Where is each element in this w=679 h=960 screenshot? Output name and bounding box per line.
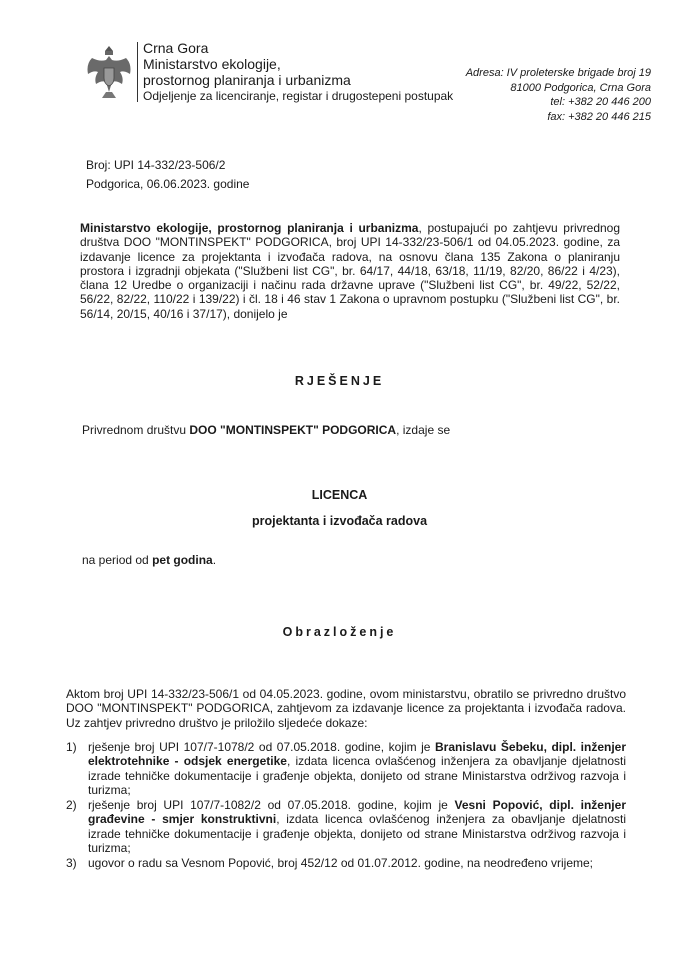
list-item — [66, 740, 626, 797]
list-item-number: 3) — [66, 856, 77, 871]
ministry-name-line1: Ministarstvo ekologije, — [143, 56, 281, 72]
ministry-name-line2: prostornog planiranja i urbanizma — [143, 72, 351, 88]
list-item-bold: Vesni Popović, dipl. inženjer građevine - smjer konstruktivni — [88, 798, 626, 827]
header-divider — [137, 42, 138, 102]
list-item-text: ugovor o radu sa Vesnom Popović, broj 452/12 od 01.07.2012. godine, na neodređeno vrijeme; — [88, 856, 594, 871]
list-item-text: rješenje broj UPI 107/7-1082/2 od 07.05.2018. godine, kojim je — [88, 798, 455, 813]
authority-name: Ministarstvo ekologije, prostornog planiranja i urbanizma — [80, 221, 419, 235]
coat-of-arms-icon — [84, 42, 134, 102]
company-name: DOO "MONTINSPEKT" PODGORICA — [189, 423, 397, 437]
reasoning-paragraph: Aktom broj UPI 14-332/23-506/1 od 04.05.2023. godine, ovom ministarstvu, obratilo se privredno društvo DOO "MONTINSPEKT" PODGORICA, zahtjevom za izdavanje licence za projektanta i izvođača radova. Uz zahtjev privredno društvo je priložilo sljedeće dokaze: — [66, 687, 626, 730]
place-date: Podgorica, 06.06.2023. godine — [86, 177, 250, 191]
list-item — [66, 856, 626, 870]
department-name: Odjeljenje za licenciranje, registar i drugostepeni postupak — [143, 89, 454, 103]
period-suffix: . — [212, 553, 217, 567]
period-prefix: na period od — [82, 553, 153, 567]
contact-info — [466, 66, 651, 124]
list-item-text-after: , izdata licenca ovlašćenog inženjera za obavljanje djelatnosti izrade tehničke dokumentacije i građenje objekta, donijeto od strane Ministarstva održivog razvoja i turizma; — [88, 812, 627, 856]
issue-line — [82, 423, 450, 437]
period-value: pet godina — [152, 553, 213, 567]
country-name: Crna Gora — [143, 40, 209, 56]
licence-title: LICENCA — [311, 488, 368, 502]
intro-text: , postupajući po zahtjevu privrednog društva DOO "MONTINSPEKT" PODGORICA, broj UPI 14-332/23-506/1 od 04.05.2023. godine, za izdavanje licence za projektanta i izvođača radova, na osnovu člana 135 Zakona o planiranju prostora i izgradnji objekata ("Službeni list CG", br. 64/17, 44/18, 63/18, 11/19, 82/20, 86/22 i 4/23), člana 12 Uredbe o organizaciji i načinu rada državne uprave ("Službeni list CG", br. 49/22, 52/22, 56/22, 82/22, 110/22 i 139/22) i čl. 18 i 46 stav 1 Zakona o upravnom postupku ("Službeni list CG", br. 56/14, 20/15, 40/16 i 37/17), donijelo je — [80, 221, 621, 321]
city: 81000 Podgorica, Crna Gora — [510, 81, 651, 94]
evidence-list — [66, 740, 626, 872]
issue-suffix: , izdaje se — [396, 423, 451, 437]
decision-title: RJEŠENJE — [294, 374, 385, 388]
list-item-number: 2) — [66, 798, 77, 813]
ministry-header — [143, 40, 453, 104]
fax: fax: +382 20 446 215 — [547, 110, 651, 123]
list-item-bold: Branislavu Šebeku, dipl. inženjer elektrotehnike - odsjek energetike — [88, 740, 626, 769]
intro-paragraph — [80, 221, 620, 321]
period-line — [82, 553, 216, 567]
licence-subtitle: projektanta i izvođača radova — [251, 514, 428, 528]
address: Adresa: IV proleterske brigade broj 19 — [465, 67, 651, 79]
reference-number: Broj: UPI 14-332/23-506/2 — [86, 158, 226, 172]
reasoning-title: Obrazloženje — [282, 625, 397, 639]
list-item-number: 1) — [66, 740, 77, 754]
document-meta — [86, 156, 249, 194]
list-item — [66, 798, 626, 855]
issue-prefix: Privrednom društvu — [82, 423, 190, 437]
list-item-text-after: , izdata licenca ovlašćenog inženjera za obavljanje djelatnosti izrade tehničke dokumentacije i građenje objekta, donijeto od strane Ministarstva održivog razvoja i turizma; — [88, 754, 627, 797]
list-item-text: rješenje broj UPI 107/7-1078/2 od 07.05.2018. godine, kojim je — [88, 740, 436, 754]
phone: tel: +382 20 446 200 — [550, 96, 651, 108]
